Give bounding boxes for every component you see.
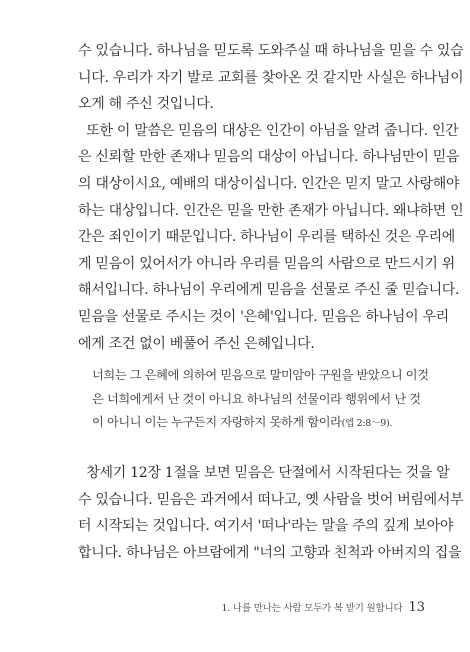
- scripture-quote: [92, 364, 429, 435]
- quote-line: 은 너희에게서 난 것이 아니요 하나님의 선물이라 행위에서 난 것: [92, 391, 421, 406]
- body-line: 게 믿음이 있어서가 아니라 우리를 믿음의 사람으로 만드시기 위: [78, 255, 456, 272]
- body-line: 해서입니다. 하나님이 우리에게 믿음을 선물로 주신 줄 믿습니다.: [78, 282, 460, 299]
- quote-citation: (엡 2:8～9).: [341, 418, 393, 429]
- body-line: 터 시작되는 것입니다. 여기서 '떠나'라는 말을 주의 깊게 보아야: [78, 518, 454, 535]
- body-line: 오게 해 주신 것입니다.: [78, 96, 214, 113]
- quote-line: 너희는 그 은혜에 의하여 믿음으로 말미암아 구원을 받았으니 이것: [92, 368, 429, 382]
- quote-line: [92, 411, 410, 435]
- paragraph-1: [78, 38, 464, 118]
- body-line: 수 있습니다. 하나님을 믿도록 도와주실 때 하나님을 믿을 수 있습: [78, 43, 464, 59]
- paragraph-2: [78, 118, 464, 357]
- footer-chapter-title: 1. 나를 만나는 사람 모두가 복 받기 원합니다: [221, 603, 403, 614]
- body-line: 간은 죄인이기 때문입니다. 하나님이 우리를 택하신 것은 우리에: [78, 229, 456, 246]
- running-footer: [200, 600, 425, 615]
- body-line: 니다. 우리가 자기 발로 교회를 찾아온 것 같지만 사실은 하나님이: [78, 69, 464, 86]
- body-line: 또한 이 말씀은 믿음의 대상은 인간이 아님을 알려 줍니다. 인간: [78, 122, 459, 139]
- body-line: 수 있습니다. 믿음은 과거에서 떠나고, 옛 사람을 벗어 버림에서부: [78, 491, 464, 508]
- body-line: 합니다. 하나님은 아브람에게 "너의 고향과 친척과 아버지의 집을: [78, 544, 462, 561]
- body-line: 창세기 12장 1절을 보면 믿음은 단절에서 시작된다는 것을 알: [78, 465, 450, 481]
- page-number: 13: [408, 600, 425, 615]
- body-line: 믿음을 선물로 주시는 것이 '은혜'입니다. 믿음은 하나님이 우리: [78, 308, 449, 325]
- body-line: 하는 대상입니다. 인간은 믿을 만한 존재가 아닙니다. 왜냐하면 인: [78, 202, 464, 219]
- paragraph-3: [78, 460, 464, 566]
- body-line: 에게 조건 없이 베풀어 주신 은혜입니다.: [78, 335, 315, 352]
- body-line: 의 대상이시요, 예배의 대상이십니다. 인간은 믿지 말고 사랑해야: [78, 175, 460, 192]
- quote-text: 이 아니니 이는 누구든지 자랑하지 못하게 함이라: [92, 415, 342, 429]
- body-line: 은 신뢰할 만한 존재나 믿음의 대상이 아닙니다. 하나님만이 믿음: [78, 149, 460, 166]
